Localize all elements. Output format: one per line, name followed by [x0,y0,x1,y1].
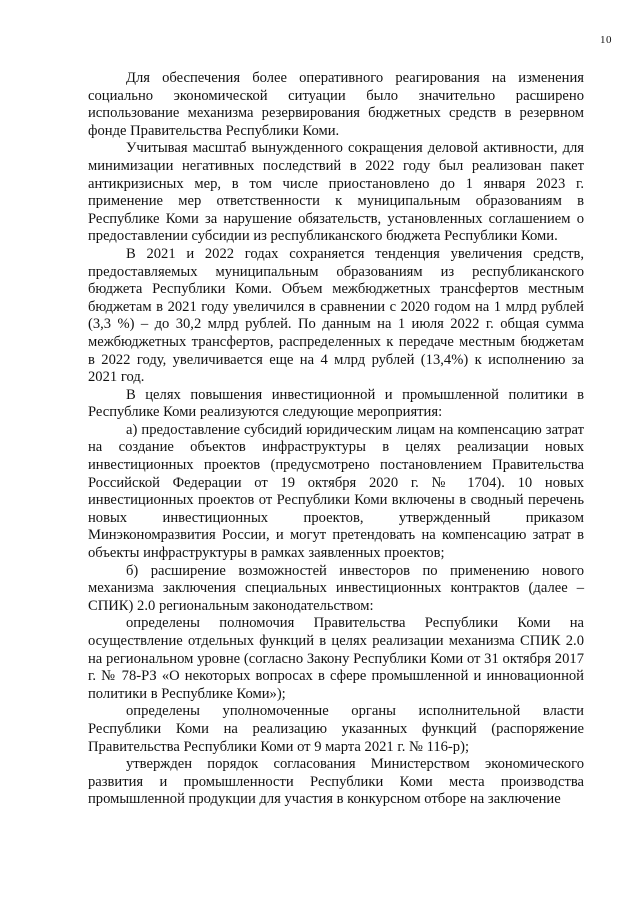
paragraph-approval-procedure: утвержден порядок согласования Министерством экономического развития и промышленности Республики Коми места производства промышленной продукции для участия в конкурсном отборе на заключение [88,756,584,808]
paragraph-government-powers: определены полномочия Правительства Республики Коми на осуществление отдельных функций в целях реализации механизма СПИК 2.0 на региональном уровне (согласно Закону Республики Коми от 31 октября 2017 г. № 78-РЗ «О некоторых вопросах в сфере промышленной и инновационной политики в Республике Коми»); [88,615,584,702]
paragraph-item-b-spik: б) расширение возможностей инвесторов по применению нового механизма заключения специальных инвестиционных контрактов (далее – СПИК) 2.0 региональным законодательством: [88,562,584,614]
paragraph-anticrisis-measures: Учитывая масштаб вынужденного сокращения деловой активности, для минимизации негативных последствий в 2022 году был реализован пакет антикризисных мер, в том числе приостановлено до 1 января 2023 г. применение мер ответственности к муниципальным образованиям в Республике Коми за нарушение обязательств, установленных соглашением о предоставлении субсидии из республиканского бюджета Республики Коми. [88,140,584,245]
paragraph-reserve-fund: Для обеспечения более оперативного реагирования на изменения социально экономической ситуации было значительно расширено использование механизма резервирования бюджетных средств в резервном фонде Правительства Республики Коми. [88,70,584,139]
paragraph-authorized-bodies: определены уполномоченные органы исполнительной власти Республики Коми на реализацию указанных функций (распоряжение Правительства Республики Коми от 9 марта 2021 г. № 116-р); [88,703,584,755]
paragraph-investment-policy-intro: В целях повышения инвестиционной и промышленной политики в Республике Коми реализуются следующие мероприятия: [88,386,584,421]
paragraph-interbudget-transfers: В 2021 и 2022 годах сохраняется тенденция увеличения средств, предоставляемых муниципальным образованиям из республиканского бюджета Республики Коми. Объем межбюджетных трансфертов местным бюджетам в 2021 году увеличился в сравнении с 2020 годом на 1 млрд рублей (3,3 %) – до 30,2 млрд рублей. По данным на 1 июля 2022 г. общая сумма межбюджетных трансфертов, распределенных к передаче местным бюджетам в 2022 году, увеличивается еще на 4 млрд рублей (13,4%) к исполнению за 2021 год. [88,245,584,386]
document-body [88,70,584,809]
page-number: 10 [600,34,612,46]
paragraph-item-a-subsidies: а) предоставление субсидий юридическим лицам на компенсацию затрат на создание объектов инфраструктуры в целях реализации новых инвестиционных проектов (предусмотрено постановлением Правительства Российской Федерации от 19 октября 2020 г. № 1704). 10 новых инвестиционных проектов от Республики Коми включены в сводный перечень новых инвестиционных проектов, утвержденный приказом Минэкономразвития России, и могут претендовать на компенсацию затрат в объекты инфраструктуры в рамках заявленных проектов; [88,421,584,562]
